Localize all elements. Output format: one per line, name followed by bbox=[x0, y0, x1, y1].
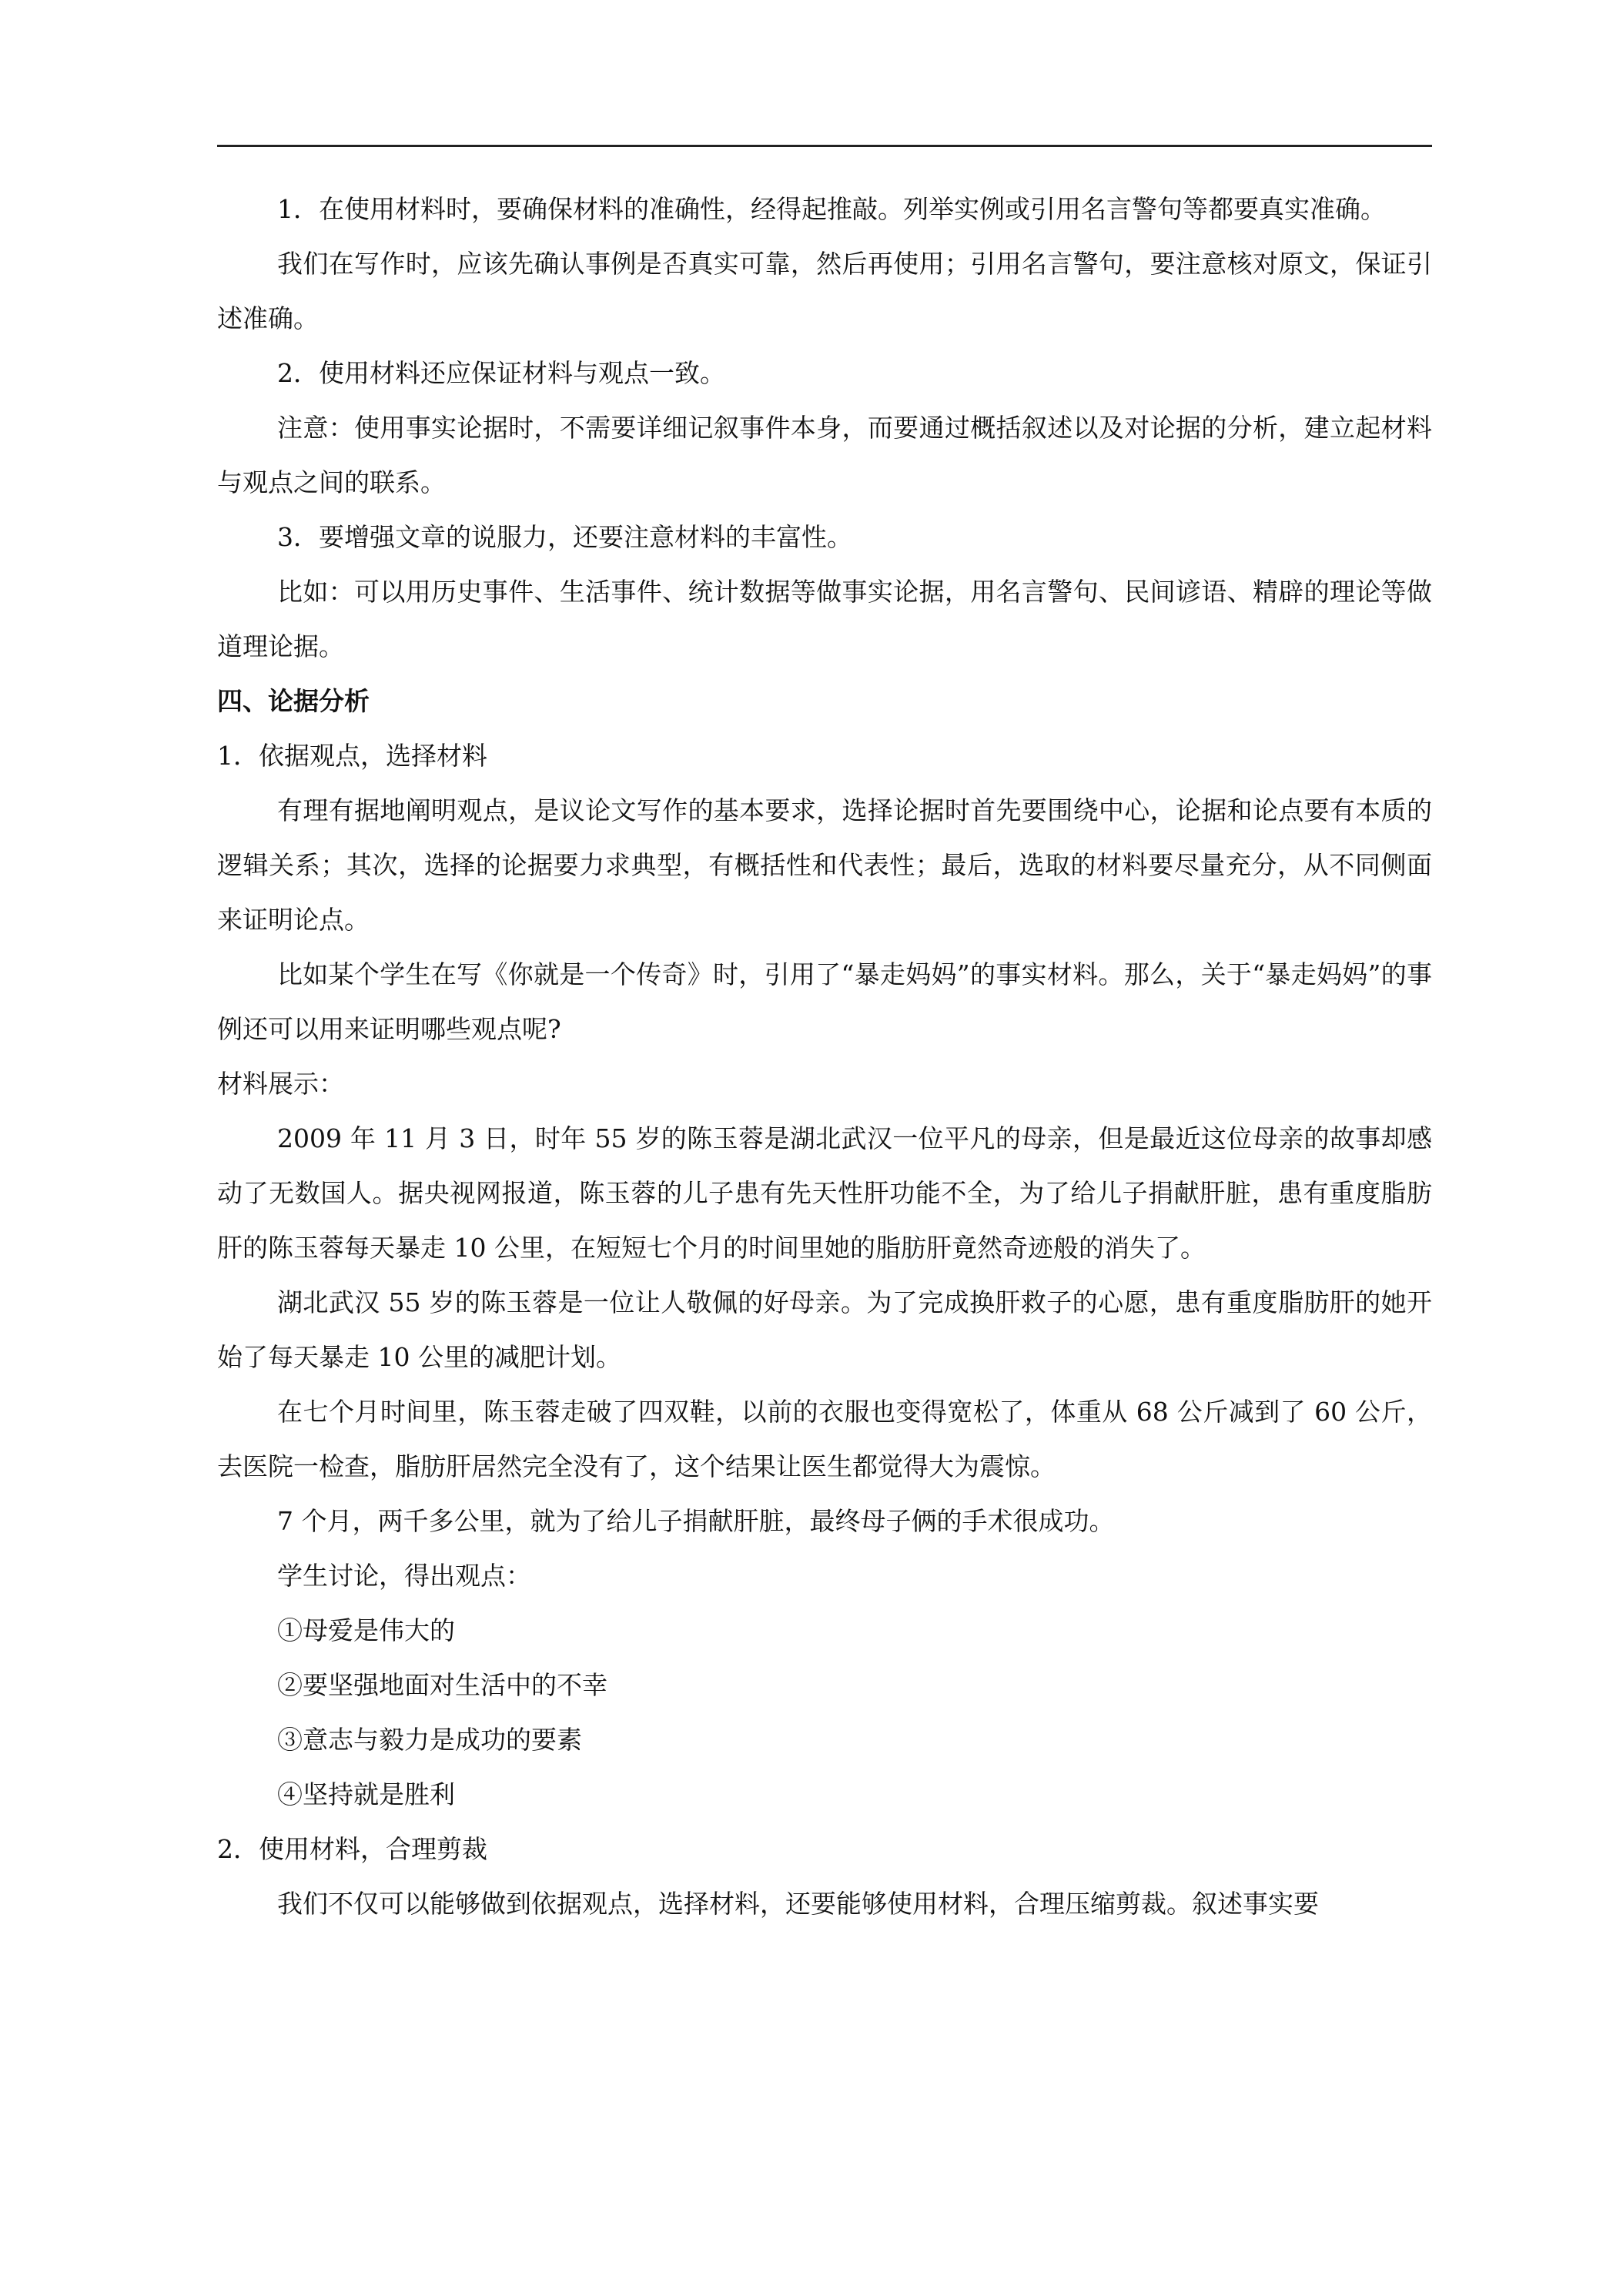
material-label: 材料展示： bbox=[217, 1069, 344, 1099]
subheading-1: 1．依据观点，选择材料 bbox=[217, 741, 487, 771]
viewpoint-3: ③意志与毅力是成功的要素 bbox=[277, 1725, 582, 1755]
section-heading: 四、论据分析 bbox=[217, 686, 370, 716]
paragraph-7: 有理有据地阐明观点，是议论文写作的基本要求，选择论据时首先要围绕中心，论据和论点要有本质的逻辑关系；其次，选择的论据要力求典型，有概括性和代表性；最后，选取的材料要尽量充分，从不同侧面来证明论点。 bbox=[217, 795, 1432, 935]
paragraph-2: 我们在写作时，应该先确认事例是否真实可靠，然后再使用；引用名言警句，要注意核对原文，保证引述准确。 bbox=[217, 249, 1432, 333]
paragraph-8: 比如某个学生在写《你就是一个传奇》时，引用了“暴走妈妈”的事实材料。那么，关于“暴走妈妈”的事例还可以用来证明哪些观点呢? bbox=[217, 959, 1432, 1044]
paragraph-11: 在七个月时间里，陈玉蓉走破了四双鞋，以前的衣服也变得宽松了，体重从 68 公斤减到了 60 公斤，去医院一检查，脂肪肝居然完全没有了，这个结果让医生都觉得大为震惊。 bbox=[217, 1397, 1432, 1481]
paragraph-13: 学生讨论，得出观点： bbox=[277, 1561, 531, 1591]
paragraph-9: 2009 年 11 月 3 日，时年 55 岁的陈玉蓉是湖北武汉一位平凡的母亲，但是最近这位母亲的故事却感动了无数国人。据央视网报道，陈玉蓉的儿子患有先天性肝功能不全，为了给儿子捐献肝脏，患有重度脂肪肝的陈玉蓉每天暴走 10 公里，在短短七个月的时间里她的脂肪肝竟然奇迹般的消失了。 bbox=[217, 1123, 1432, 1263]
paragraph-14: 我们不仅可以能够做到依据观点，选择材料，还要能够使用材料，合理压缩剪裁。叙述事实要 bbox=[277, 1889, 1319, 1919]
document-body bbox=[217, 182, 1432, 1931]
paragraph-12: 7 个月，两千多公里，就为了给儿子捐献肝脏，最终母子俩的手术很成功。 bbox=[277, 1506, 1115, 1536]
paragraph-4: 注意：使用事实论据时，不需要详细记叙事件本身，而要通过概括叙述以及对论据的分析，建立起材料与观点之间的联系。 bbox=[217, 413, 1432, 497]
paragraph-3: 2．使用材料还应保证材料与观点一致。 bbox=[277, 358, 725, 388]
paragraph-5: 3．要增强文章的说服力，还要注意材料的丰富性。 bbox=[277, 522, 852, 552]
header-rule bbox=[217, 145, 1432, 147]
paragraph-1: 1．在使用材料时，要确保材料的准确性，经得起推敲。列举实例或引用名言警句等都要真实准确。 bbox=[277, 194, 1386, 224]
viewpoint-1: ①母爱是伟大的 bbox=[277, 1615, 455, 1645]
subheading-2: 2．使用材料，合理剪裁 bbox=[217, 1834, 487, 1864]
viewpoint-4: ④坚持就是胜利 bbox=[277, 1779, 455, 1809]
paragraph-6: 比如：可以用历史事件、生活事件、统计数据等做事实论据，用名言警句、民间谚语、精辟的理论等做道理论据。 bbox=[217, 577, 1432, 661]
paragraph-10: 湖北武汉 55 岁的陈玉蓉是一位让人敬佩的好母亲。为了完成换肝救子的心愿，患有重度脂肪肝的她开始了每天暴走 10 公里的减肥计划。 bbox=[217, 1287, 1432, 1372]
viewpoint-2: ②要坚强地面对生活中的不幸 bbox=[277, 1670, 607, 1700]
